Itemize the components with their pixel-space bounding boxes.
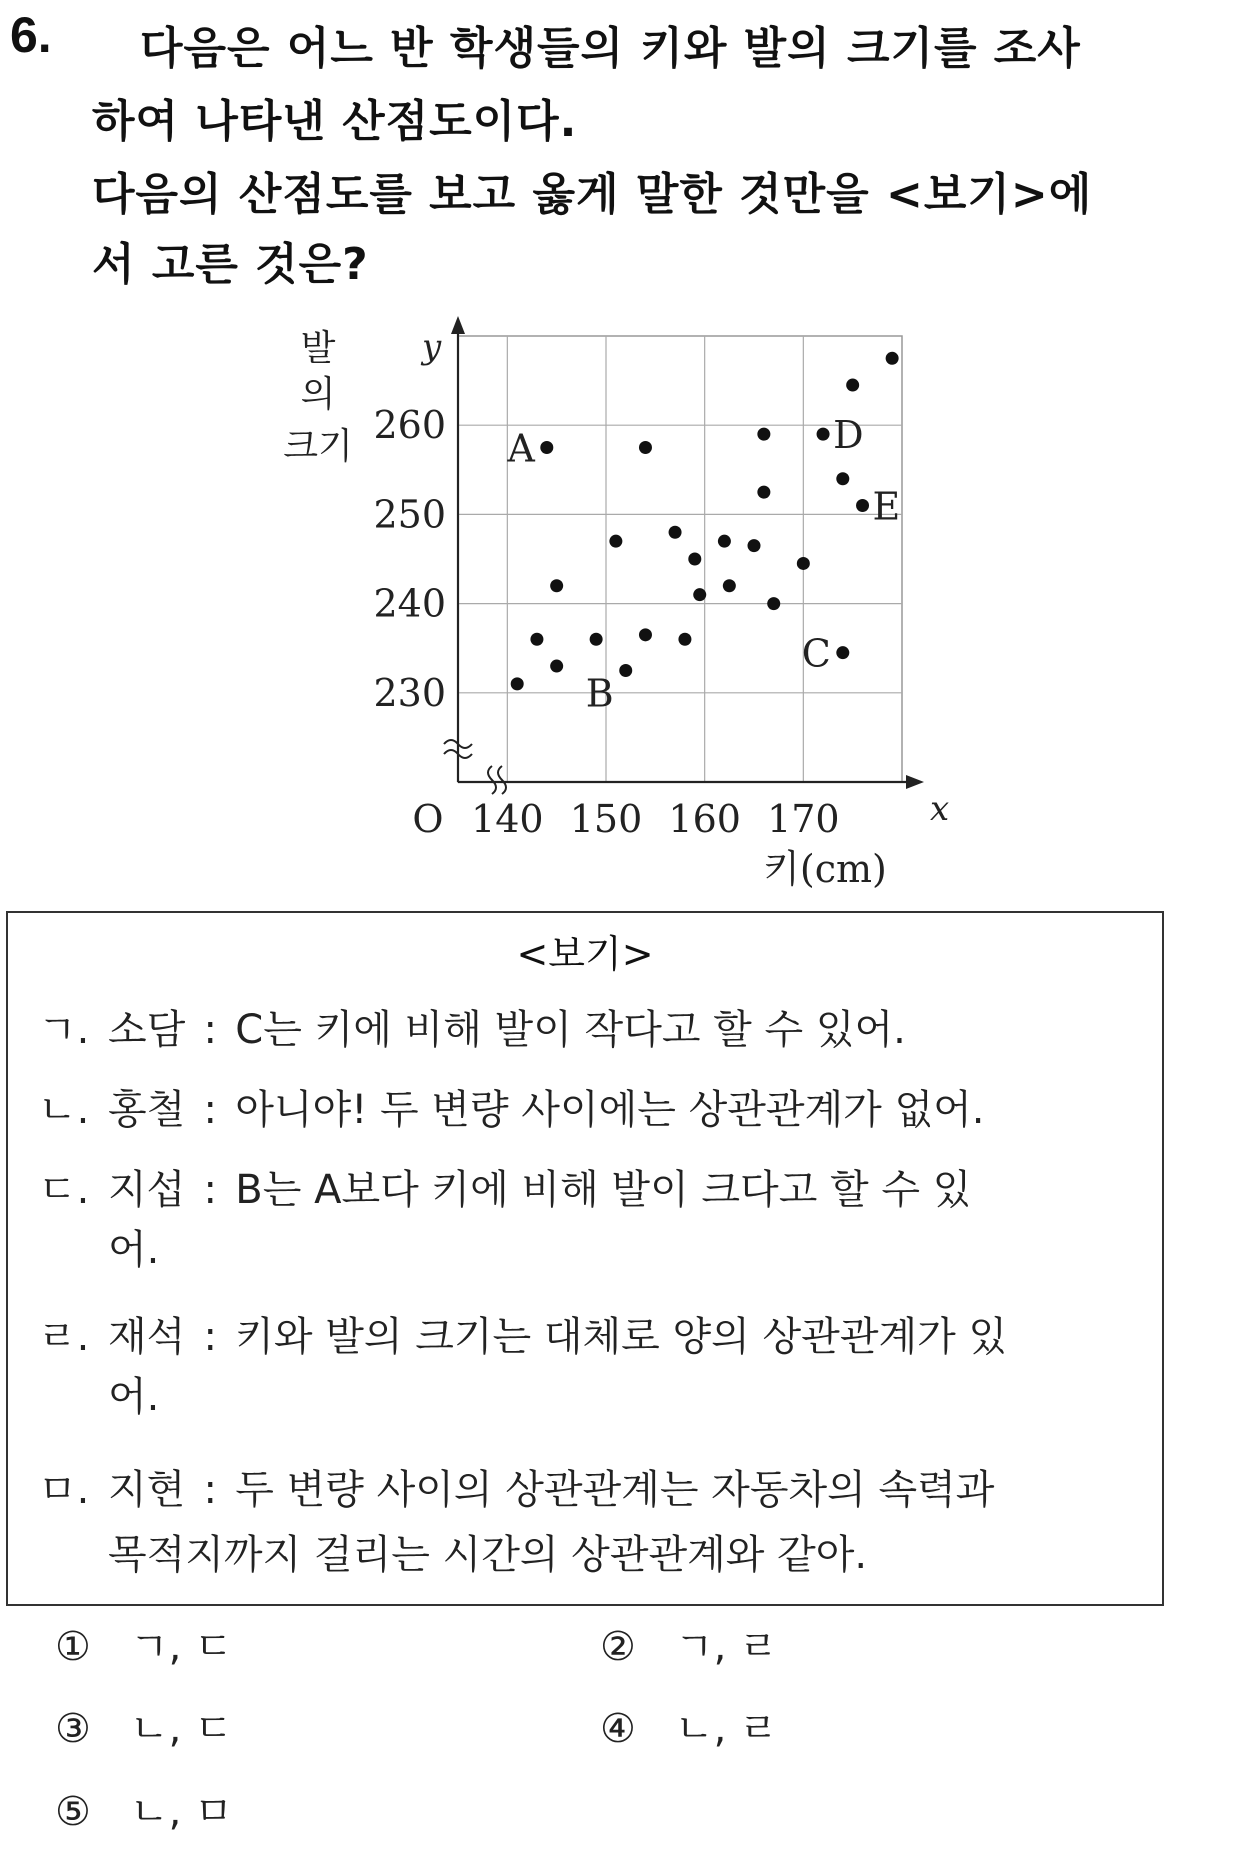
point-label: E [872,484,901,529]
origin-label: O [412,797,444,841]
y-tick-label: 250 [373,492,446,537]
data-point [767,597,780,610]
data-point [723,579,736,592]
x-tick-label: 140 [471,797,544,841]
option-number: ③ [55,1706,91,1752]
question-line-3: 다음의 산점도를 보고 옳게 말한 것만을 <보기>에 [92,169,1093,220]
point-label: A [507,426,535,471]
statement-1 [38,998,906,1055]
data-point [817,428,830,441]
statement-speaker: 지섭 [108,1167,186,1213]
y-tick-label: 260 [373,403,446,448]
statement-colon: : [203,1087,218,1133]
data-point [669,526,682,539]
point-label: B [585,671,614,716]
data-point [609,535,622,548]
data-point [530,633,543,646]
y-axis-label-unit: 크기 [283,426,353,467]
example-box [6,911,1164,1606]
x-tick-label: 150 [569,797,643,841]
statement-speaker: 재석 [108,1314,186,1360]
statement-5-continuation: 목적지까지 걸리는 시간의 상관관계와 같아. [108,1532,868,1578]
data-point [688,553,701,566]
data-point [757,428,770,441]
option-text: ㄱ, ㄷ [130,1624,233,1670]
option-text: ㄴ, ㄹ [675,1706,778,1752]
data-point [757,486,770,499]
option-text: ㄱ, ㄹ [675,1624,778,1670]
data-point [886,352,899,365]
question-line-1: 다음은 어느 반 학생들의 키와 발의 크기를 조사 [140,23,1081,74]
data-point [590,633,603,646]
statement-text: B는 A보다 키에 비해 발이 크다고 할 수 있 [235,1167,972,1213]
statement-letter: ㄱ. [38,1007,90,1053]
x-tick-label: 170 [767,797,840,841]
data-point [619,664,632,677]
option-text: ㄴ, ㄷ [130,1706,233,1752]
statement-letter: ㅁ. [38,1467,90,1513]
statement-text: 두 변량 사이의 상관관계는 자동차의 속력과 [235,1467,995,1513]
option-number: ② [600,1624,636,1670]
data-point [836,472,849,485]
x-axis-label: 키(cm) [763,847,887,891]
data-point [511,677,524,690]
scatter-plot [0,0,1235,900]
statement-speaker: 지현 [108,1467,186,1513]
data-point [856,499,869,512]
x-axis-break [488,766,496,794]
statement-speaker: 소담 [108,1007,186,1053]
statement-letter: ㄴ. [38,1087,90,1133]
y-axis-arrow [451,316,465,334]
statement-4-continuation: 어. [108,1374,160,1420]
y-axis-label-char: 의 [300,374,336,415]
option-text: ㄴ, ㅁ [130,1789,233,1835]
plot-grid [458,336,902,782]
statement-speaker: 홍철 [108,1087,186,1133]
question-number: 6. [10,7,52,63]
answer-option-4[interactable] [600,1697,778,1754]
statement-letter: ㄷ. [38,1167,90,1213]
data-point [748,539,761,552]
answer-option-3[interactable] [55,1697,233,1754]
y-axis-label-char: 발 [300,328,336,369]
data-point [718,535,731,548]
statement-3-continuation: 어. [108,1227,160,1273]
statement-text: 키와 발의 크기는 대체로 양의 상관관계가 있 [235,1314,1008,1360]
data-point [693,588,706,601]
answer-option-2[interactable] [600,1615,778,1672]
statement-colon: : [203,1467,218,1513]
data-point [550,660,563,673]
data-point [639,628,652,641]
plot-frame [458,336,902,782]
option-number: ⑤ [55,1789,91,1835]
statement-5 [38,1458,994,1515]
y-tick-label: 230 [373,670,446,715]
data-point [846,379,859,392]
data-point [550,579,563,592]
point-label: D [833,413,864,458]
statement-text: C는 키에 비해 발이 작다고 할 수 있어. [235,1007,906,1053]
answer-option-1[interactable] [55,1615,233,1672]
statement-3 [38,1158,971,1215]
statement-colon: : [203,1007,218,1053]
x-axis-arrow [906,775,924,789]
data-point [639,441,652,454]
question-line-2: 하여 나타낸 산점도이다. [92,96,578,147]
data-point [678,633,691,646]
data-point [540,441,553,454]
question-line-4: 서 고른 것은? [92,239,369,290]
point-label: C [801,631,831,676]
statement-colon: : [203,1167,218,1213]
y-tick-label: 240 [373,581,446,626]
statement-letter: ㄹ. [38,1314,90,1360]
option-number: ④ [600,1706,636,1752]
statement-colon: : [203,1314,218,1360]
statement-text: 아니야! 두 변량 사이에는 상관관계가 없어. [235,1087,985,1133]
statement-2 [38,1078,985,1135]
answer-option-5[interactable] [55,1780,233,1837]
data-point [797,557,810,570]
x-axis-symbol: x [930,789,950,829]
box-title: <보기> [516,932,654,976]
option-number: ① [55,1624,91,1670]
x-tick-label: 160 [668,797,741,841]
x-axis-break [498,766,506,794]
data-point [836,646,849,659]
statement-4 [38,1305,1007,1362]
y-axis-symbol: y [422,327,442,367]
